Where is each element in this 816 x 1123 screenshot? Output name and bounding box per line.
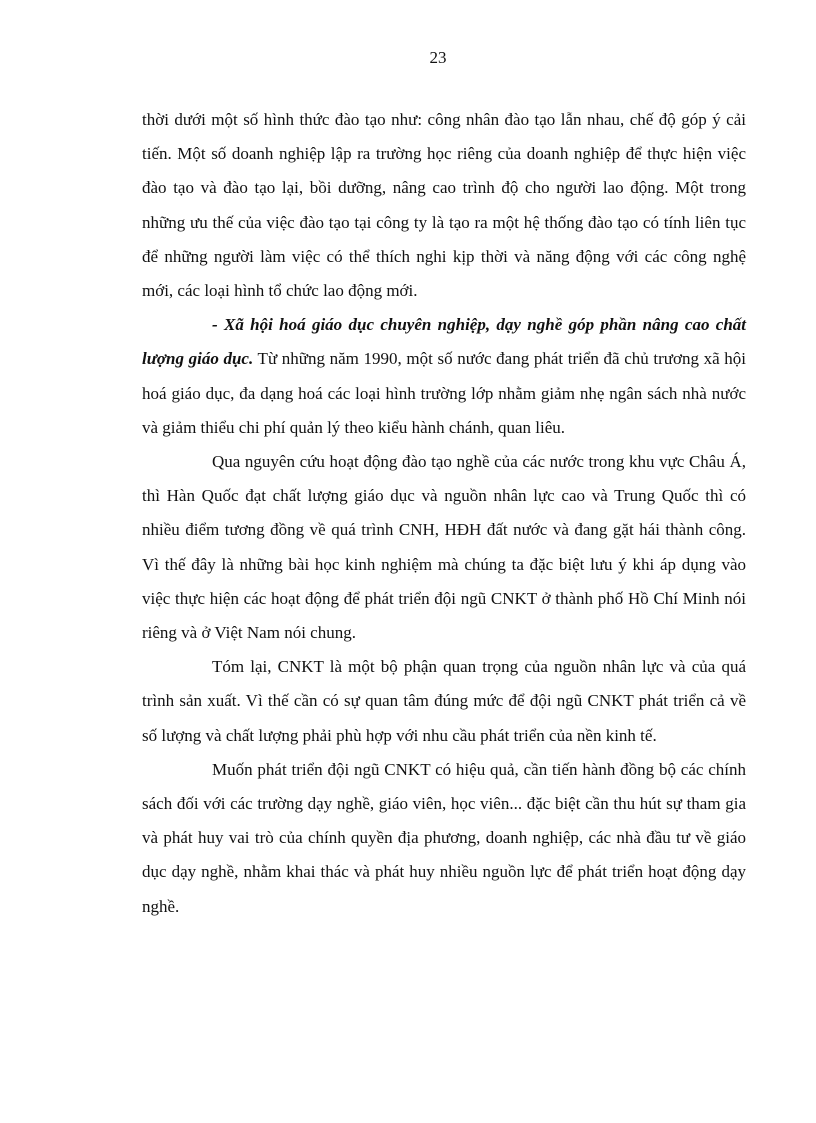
paragraph-4 — [142, 650, 746, 753]
paragraph-4-text: Tóm lại, CNKT là một bộ phận quan trọng của nguồn nhân lực và của quá trình sản xuất. Vì thế cần có sự quan tâm đúng mức để đội ngũ CNKT phát triển cả về số lượng và chất lượng phải phù hợp với nhu cầu phát triển của nền kinh tế. — [142, 657, 746, 745]
paragraph-2 — [142, 308, 746, 445]
paragraph-3-text: Qua nguyên cứu hoạt động đào tạo nghề của các nước trong khu vực Châu Á, thì Hàn Quốc đạt chất lượng giáo dục và nguồn nhân lực cao và Trung Quốc thì có nhiều điểm tương đồng về quá trình CNH, HĐH đất nước và đang gặt hái thành công. Vì thế đây là những bài học kinh nghiệm mà chúng ta đặc biệt lưu ý khi áp dụng vào việc thực hiện các hoạt động để phát triển đội ngũ CNKT ở thành phố Hồ Chí Minh nói riêng và ở Việt Nam nói chung. — [142, 452, 746, 643]
page-number: 23 — [429, 48, 447, 67]
paragraph-1-text: thời dưới một số hình thức đào tạo như: công nhân đào tạo lẫn nhau, chế độ góp ý cải tiến. Một số doanh nghiệp lập ra trường học riêng của doanh nghiệp để thực hiện việc đào tạo và đào tạo lại, bồi dưỡng, nâng cao trình độ cho người lao động. Một trong những ưu thế của việc đào tạo tại công ty là tạo ra một hệ thống đào tạo có tính liên tục để những người làm việc có thể thích nghi kịp thời và năng động với các công nghệ mới, các loại hình tổ chức lao động mới. — [142, 110, 746, 301]
document-body — [142, 103, 746, 924]
paragraph-5 — [142, 753, 746, 924]
paragraph-3 — [142, 445, 746, 650]
paragraph-1 — [142, 103, 746, 308]
paragraph-5-text: Muốn phát triển đội ngũ CNKT có hiệu quả, cần tiến hành đồng bộ các chính sách đối với các trường dạy nghề, giáo viên, học viên... đặc biệt cần thu hút sự tham gia và phát huy vai trò của chính quyền địa phương, doanh nghiệp, các nhà đầu tư về giáo dục dạy nghề, nhằm khai thác và phát huy nhiều nguồn lực để phát triển hoạt động dạy nghề. — [142, 759, 746, 916]
paragraph-2-text: Từ những năm 1990, một số nước đang phát triển đã chủ trương xã hội hoá giáo dục, đa dạng hoá các loại hình trường lớp nhằm giảm nhẹ ngân sách nhà nước và giảm thiểu chi phí quản lý theo kiểu hành chánh, quan liêu. — [142, 349, 746, 437]
paragraph-2-heading: - Xã hội hoá giáo dục chuyên nghiệp, dạy nghề góp phần nâng cao chất lượng giáo dục. — [142, 315, 746, 369]
